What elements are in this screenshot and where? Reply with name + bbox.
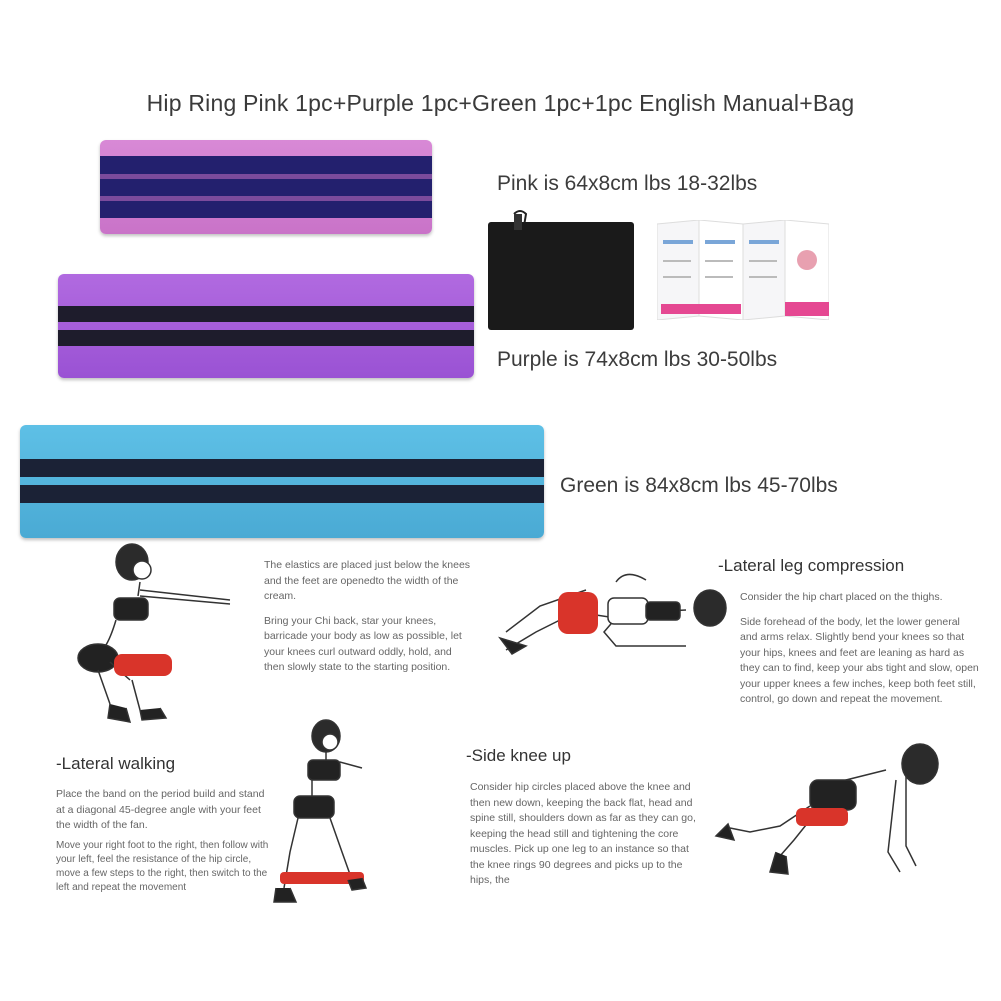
squat-instructions: [264, 558, 474, 676]
lateral-walking-paragraph-1: Place the band on the period build and stand at a diagonal 45-degree angle with your feet the width of the fan.: [56, 788, 265, 831]
lateral-compression-paragraph-2: Side forehead of the body, let the lower general and arms relax. Slightly bend your knees so that your hips, knees and feet are leaning as hard as they can to find, keep your abs tight and slow, open your upper knees a few inches, keep both feet still, control, go down and repeat the movement.: [740, 615, 979, 705]
lateral-compression-paragraph-1: Consider the hip chart placed on the thighs.: [740, 591, 943, 603]
side-knee-up-instructions: [470, 780, 706, 889]
pink-band-image: [100, 140, 432, 234]
squat-paragraph-1: The elastics are placed just below the knees and the feet are openedto the width of the cream.: [264, 559, 471, 602]
lateral-walking-instructions: [56, 787, 276, 895]
side-knee-up-illustration: [710, 736, 950, 884]
squat-figure-illustration: [70, 540, 245, 730]
pink-band-spec: Pink is 64x8cm lbs 18-32lbs: [497, 172, 758, 195]
lateral-walking-illustration: [270, 712, 380, 912]
lateral-compression-instructions: [740, 590, 980, 708]
purple-band-image: [58, 274, 474, 378]
green-band-image: [20, 425, 544, 538]
purple-band-spec: Purple is 74x8cm lbs 30-50lbs: [497, 348, 778, 371]
side-knee-up-paragraph-1: Consider hip circles placed above the knee and then new down, keeping the back flat, head and spine still, shoulders down as far as they can go, keeping the head still and tightening the core muscles. Pick up one leg to an instance so that the knee rings 90 degrees and picks up to the hips, the: [470, 781, 696, 886]
lateral-walking-heading: -Lateral walking: [56, 754, 176, 773]
side-knee-up-heading: -Side knee up: [466, 746, 571, 765]
english-manual-image: [657, 220, 829, 320]
lateral-compression-heading: -Lateral leg compression: [718, 556, 905, 575]
squat-paragraph-2: Bring your Chi back, star your knees, barricade your body as low as possible, let your knees curl outward oddly, hold, and then slowly state to the starting position.: [264, 614, 462, 673]
green-band-spec: Green is 84x8cm lbs 45-70lbs: [560, 474, 838, 497]
storage-bag-image: [484, 208, 636, 332]
lateral-compression-illustration: [496, 562, 732, 662]
lateral-walking-paragraph-2: Move your right foot to the right, then follow with your left, feel the resistance of the hip circle, move a few steps to the right, then switch to the left and repeat the movement: [56, 839, 269, 893]
product-title: Hip Ring Pink 1pc+Purple 1pc+Green 1pc+1pc English Manual+Bag: [146, 90, 855, 116]
